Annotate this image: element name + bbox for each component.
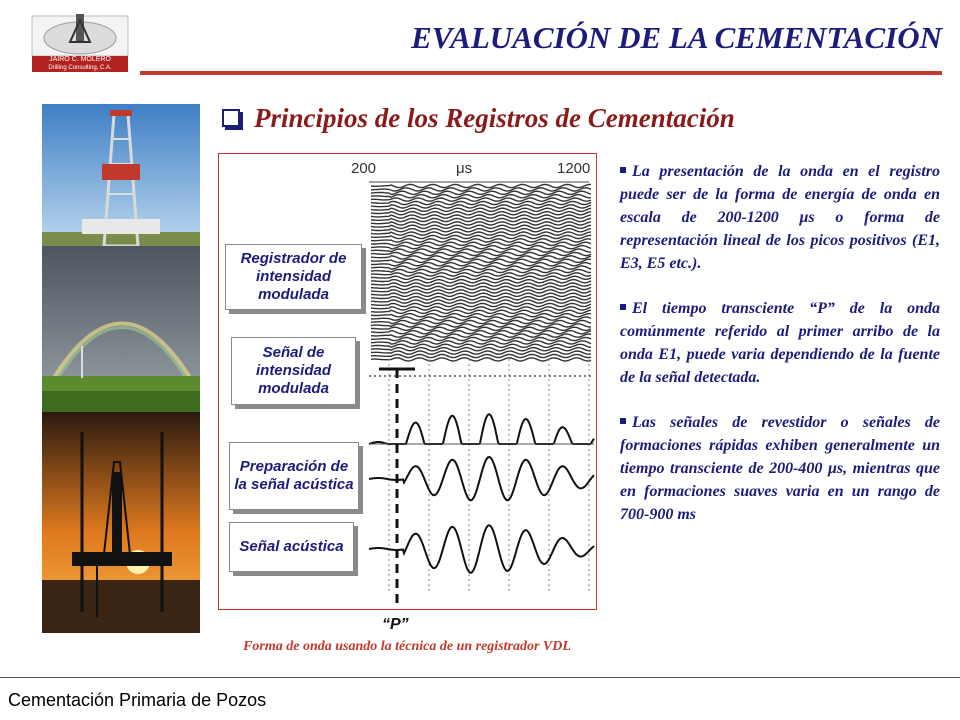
section-heading	[222, 100, 735, 136]
vdl-trace	[371, 358, 591, 361]
vdl-trace	[371, 191, 591, 194]
vdl-trace	[371, 212, 591, 215]
intensity-signal	[369, 414, 594, 444]
vdl-trace	[371, 218, 591, 221]
paragraph-text: Las señales de revestidor o señales de formaciones rápidas exhiben generalmente un tiempo transciente de 200-400 μs, mientras que en formaciones suaves varia en un rango de 700-900 ms	[620, 414, 940, 523]
prepared-signal	[369, 457, 594, 500]
page-title: EVALUACIÓN DE LA CEMENTACIÓN	[411, 20, 942, 55]
vdl-trace	[371, 334, 591, 337]
logo-sub-line: Drilling Consulting, C.A.	[48, 65, 112, 71]
box-senal-acustica: Señal acústica	[229, 522, 354, 572]
vdl-trace	[371, 222, 591, 225]
vdl-trace	[371, 337, 591, 340]
vdl-trace	[371, 242, 591, 245]
figure-caption: Forma de onda usando la técnica de un registrador VDL	[243, 639, 571, 654]
square-bullet-icon	[620, 167, 626, 173]
vdl-trace	[371, 263, 591, 266]
vdl-trace	[371, 259, 591, 262]
vdl-waveform-figure	[218, 153, 597, 610]
square-bullet-icon	[620, 418, 626, 424]
vdl-trace	[371, 184, 591, 187]
checkbox-bullet-icon	[222, 109, 240, 127]
explanation-text	[620, 160, 940, 548]
vdl-trace	[371, 317, 591, 320]
paragraph	[620, 297, 940, 389]
paragraph	[620, 160, 940, 275]
vdl-trace	[371, 273, 591, 276]
box-registrador-intensidad-modulada: Registrador de intensidad modulada	[225, 244, 362, 310]
vdl-trace	[371, 215, 591, 218]
vdl-trace	[371, 266, 591, 269]
vdl-trace	[371, 290, 591, 293]
axis-end-label: 1200	[557, 160, 591, 177]
vdl-trace	[371, 286, 591, 289]
vdl-trace	[371, 225, 591, 228]
box-senal-intensidad-modulada: Señal de intensidad modulada	[231, 337, 356, 405]
p-marker-label: “P”	[382, 616, 409, 633]
logo-name-line: JAIRO C. MOLERO	[49, 56, 111, 63]
company-logo	[30, 12, 130, 74]
vdl-trace	[371, 229, 591, 232]
acoustic-signal	[369, 525, 594, 573]
square-bullet-icon	[620, 304, 626, 310]
vdl-trace	[371, 300, 591, 303]
vdl-trace	[371, 256, 591, 259]
vdl-trace	[371, 246, 591, 249]
vdl-trace	[371, 239, 591, 242]
photo-offshore-platform	[42, 412, 200, 633]
vdl-trace	[371, 351, 591, 354]
section-title: Principios de los Registros de Cementación	[254, 102, 735, 133]
vdl-trace	[371, 307, 591, 310]
axis-start-label: 200	[351, 160, 377, 177]
vdl-trace	[371, 297, 591, 300]
photo-drilling-rig	[42, 104, 200, 246]
vdl-trace	[371, 208, 591, 211]
paragraph-text: La presentación de la onda en el registro puede ser de la forma de energía de onda en escala de 200-1200 μs o forma de representación lineal de los picos positivos (E1, E3, E5 etc.).	[620, 163, 940, 272]
vdl-trace	[371, 354, 591, 357]
vdl-trace	[371, 310, 591, 313]
box-preparacion-senal-acustica: Preparación de la señal acústica	[229, 442, 359, 510]
vdl-trace	[371, 198, 591, 201]
vdl-trace	[371, 188, 591, 191]
footer-rule	[0, 677, 960, 678]
vdl-trace	[371, 280, 591, 283]
vdl-trace	[371, 293, 591, 296]
footer-text: Cementación Primaria de Pozos	[8, 690, 267, 710]
title-rule	[140, 71, 942, 75]
paragraph	[620, 411, 940, 526]
vdl-trace	[371, 314, 591, 317]
photo-rainbow-field	[42, 246, 200, 412]
axis-unit-label: μs	[456, 160, 473, 177]
vdl-trace	[371, 320, 591, 323]
vdl-trace	[371, 235, 591, 238]
vdl-trace	[371, 283, 591, 286]
vdl-trace	[371, 276, 591, 279]
vdl-trace	[371, 341, 591, 344]
vdl-trace	[371, 348, 591, 351]
paragraph-text: El tiempo transciente “P” de la onda comúnmente referido al primer arribo de la onda E1, puede varia dependiendo de la fuente de la señal detectada.	[620, 300, 940, 386]
vdl-trace	[371, 232, 591, 235]
vdl-trace	[371, 331, 591, 334]
